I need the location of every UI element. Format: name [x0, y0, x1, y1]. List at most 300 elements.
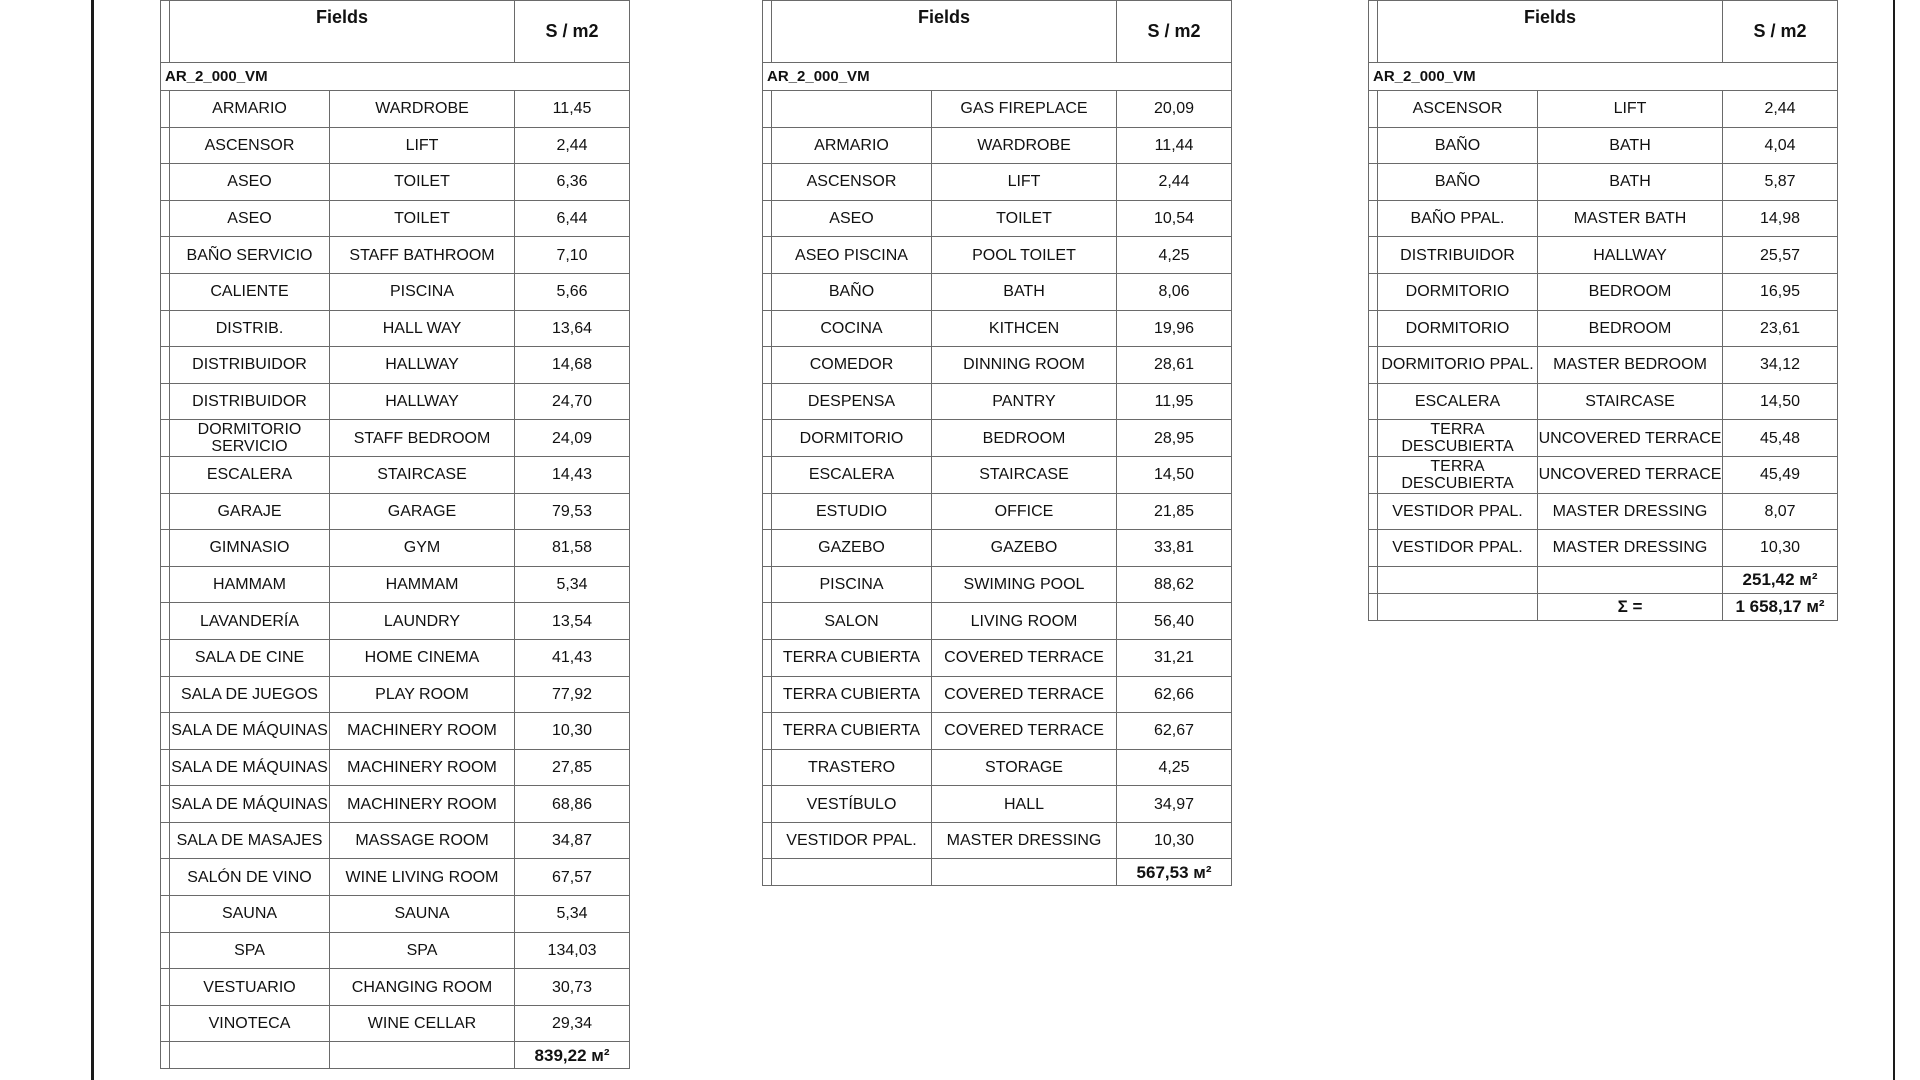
table-row: [161, 91, 630, 128]
room-name-es: DORMITORIO SERVICIO: [170, 420, 330, 457]
room-area: 14,68: [515, 347, 630, 384]
room-area: 2,44: [1723, 91, 1838, 128]
row-gutter: [161, 237, 170, 274]
room-name-en: HAMMAM: [330, 566, 515, 603]
room-area: 33,81: [1117, 530, 1232, 567]
room-name-es: DISTRIBUIDOR: [1378, 237, 1538, 274]
row-gutter: [161, 896, 170, 933]
table-row: [161, 932, 630, 969]
room-name-es: TERRA DESCUBIERTA: [1378, 456, 1538, 493]
table-row: [161, 639, 630, 676]
schedule-code-row: [1369, 63, 1838, 91]
table-row: [1369, 456, 1838, 493]
table-row: [763, 639, 1232, 676]
room-name-en: BATH: [932, 273, 1117, 310]
row-gutter: [161, 932, 170, 969]
room-area: 5,34: [515, 566, 630, 603]
row-gutter: [1369, 310, 1378, 347]
table-row: [763, 493, 1232, 530]
room-name-en: STAFF BEDROOM: [330, 420, 515, 457]
schedule-code: AR_2_000_VM: [161, 63, 630, 91]
table-row: [763, 200, 1232, 237]
room-area: 5,34: [515, 896, 630, 933]
row-gutter: [763, 310, 772, 347]
row-gutter: [161, 310, 170, 347]
row-gutter: [763, 383, 772, 420]
row-gutter: [161, 786, 170, 823]
table-row: [161, 1005, 630, 1042]
table-row: [763, 786, 1232, 823]
room-name-es: BAÑO: [1378, 164, 1538, 201]
header-gutter: [763, 1, 772, 63]
table-row: [161, 310, 630, 347]
room-name-es: SAUNA: [170, 896, 330, 933]
room-area: 10,54: [1117, 200, 1232, 237]
room-name-en: MASSAGE ROOM: [330, 822, 515, 859]
room-area: 134,03: [515, 932, 630, 969]
row-gutter: [161, 566, 170, 603]
row-gutter: [161, 859, 170, 896]
table-row: [161, 200, 630, 237]
room-name-en: COVERED TERRACE: [932, 713, 1117, 750]
room-area-schedule-1: [160, 0, 630, 1069]
room-name-es: HAMMAM: [170, 566, 330, 603]
row-gutter: [763, 273, 772, 310]
room-name-en: BATH: [1538, 164, 1723, 201]
table-row: [763, 237, 1232, 274]
table-row: [1369, 310, 1838, 347]
room-name-en: BEDROOM: [932, 420, 1117, 457]
table-row: [763, 420, 1232, 457]
table-row: [161, 493, 630, 530]
room-name-en: WINE CELLAR: [330, 1005, 515, 1042]
room-name-es: SALA DE MASAJES: [170, 822, 330, 859]
room-name-es: DESPENSA: [772, 383, 932, 420]
room-name-es: TERRA CUBIERTA: [772, 676, 932, 713]
sheet-border-left: [91, 0, 94, 1080]
room-name-en: PANTRY: [932, 383, 1117, 420]
room-area: 45,49: [1723, 456, 1838, 493]
room-name-en: BEDROOM: [1538, 310, 1723, 347]
room-name-es: TERRA DESCUBIERTA: [1378, 420, 1538, 457]
room-area: 14,50: [1117, 456, 1232, 493]
room-area: 14,43: [515, 456, 630, 493]
table-row: [161, 713, 630, 750]
room-name-es: ASEO: [170, 164, 330, 201]
table-row: [1369, 420, 1838, 457]
room-area: 34,12: [1723, 347, 1838, 384]
row-gutter: [1369, 237, 1378, 274]
room-area: 88,62: [1117, 566, 1232, 603]
table-row: [161, 273, 630, 310]
room-name-en: MACHINERY ROOM: [330, 713, 515, 750]
room-area: 62,66: [1117, 676, 1232, 713]
room-area: 2,44: [1117, 164, 1232, 201]
table-row: [161, 786, 630, 823]
row-gutter: [161, 603, 170, 640]
room-name-es: TERRA CUBIERTA: [772, 639, 932, 676]
total-row: [1369, 593, 1838, 620]
table-row: [763, 456, 1232, 493]
total-area: 567,53 м²: [1117, 859, 1232, 886]
fields-header: Fields: [772, 1, 1117, 63]
room-name-en: POOL TOILET: [932, 237, 1117, 274]
room-name-es: ARMARIO: [170, 91, 330, 128]
room-name-en: HALLWAY: [330, 383, 515, 420]
room-name-en: MASTER DRESSING: [932, 822, 1117, 859]
row-gutter: [1369, 91, 1378, 128]
table-row: [161, 347, 630, 384]
room-area-schedule-3: [1368, 0, 1838, 621]
schedule-code-row: [763, 63, 1232, 91]
room-name-es: ESCALERA: [1378, 383, 1538, 420]
total-blank: [772, 859, 932, 886]
schedule-code: AR_2_000_VM: [1369, 63, 1838, 91]
room-name-en: MASTER BATH: [1538, 200, 1723, 237]
row-gutter: [161, 164, 170, 201]
room-area: 13,54: [515, 603, 630, 640]
table-row: [161, 749, 630, 786]
table-row: [763, 347, 1232, 384]
row-gutter: [161, 639, 170, 676]
total-area: 839,22 м²: [515, 1042, 630, 1069]
total-area: 1 658,17 м²: [1723, 593, 1838, 620]
room-name-en: STAIRCASE: [932, 456, 1117, 493]
room-name-en: MASTER DRESSING: [1538, 530, 1723, 567]
room-name-en: LIFT: [1538, 91, 1723, 128]
room-name-en: LIFT: [330, 127, 515, 164]
room-area: 24,70: [515, 383, 630, 420]
room-area: 56,40: [1117, 603, 1232, 640]
room-name-es: VINOTECA: [170, 1005, 330, 1042]
room-name-en: PLAY ROOM: [330, 676, 515, 713]
room-name-es: ASEO PISCINA: [772, 237, 932, 274]
table-row: [161, 859, 630, 896]
room-name-en: WARDROBE: [330, 91, 515, 128]
room-name-en: SWIMING POOL: [932, 566, 1117, 603]
total-label: [330, 1042, 515, 1069]
table-row: [161, 456, 630, 493]
table-row: [1369, 164, 1838, 201]
room-name-en: LIVING ROOM: [932, 603, 1117, 640]
room-name-en: TOILET: [330, 200, 515, 237]
room-area: 11,45: [515, 91, 630, 128]
room-name-es: LAVANDERÍA: [170, 603, 330, 640]
table-row: [763, 164, 1232, 201]
room-name-es: DORMITORIO PPAL.: [1378, 347, 1538, 384]
table-row: [161, 896, 630, 933]
row-gutter: [161, 713, 170, 750]
row-gutter: [763, 237, 772, 274]
room-name-es: SALA DE MÁQUINAS: [170, 786, 330, 823]
room-name-en: MASTER DRESSING: [1538, 493, 1723, 530]
table-row: [763, 566, 1232, 603]
table-row: [763, 273, 1232, 310]
sheet-border-right: [1893, 0, 1895, 1080]
room-name-en: COVERED TERRACE: [932, 639, 1117, 676]
room-name-en: WINE LIVING ROOM: [330, 859, 515, 896]
room-name-es: VESTUARIO: [170, 969, 330, 1006]
table-row: [1369, 127, 1838, 164]
row-gutter: [1369, 383, 1378, 420]
header-gutter: [161, 1, 170, 63]
table-row: [161, 603, 630, 640]
row-gutter: [1369, 347, 1378, 384]
room-name-es: SALA DE MÁQUINAS: [170, 713, 330, 750]
room-name-en: DINNING ROOM: [932, 347, 1117, 384]
room-area: 5,66: [515, 273, 630, 310]
table-row: [161, 530, 630, 567]
room-area: 16,95: [1723, 273, 1838, 310]
room-name-en: STAFF BATHROOM: [330, 237, 515, 274]
schedule-header-row: [1369, 1, 1838, 63]
table-row: [161, 420, 630, 457]
room-area: 31,21: [1117, 639, 1232, 676]
room-name-es: TRASTERO: [772, 749, 932, 786]
room-area: 24,09: [515, 420, 630, 457]
room-name-es: GARAJE: [170, 493, 330, 530]
table-row: [161, 237, 630, 274]
room-area: 28,61: [1117, 347, 1232, 384]
room-name-en: UNCOVERED TERRACE: [1538, 456, 1723, 493]
total-label: [1538, 566, 1723, 593]
total-label: [932, 859, 1117, 886]
room-area: 6,36: [515, 164, 630, 201]
room-name-en: STAIRCASE: [1538, 383, 1723, 420]
room-name-en: GAS FIREPLACE: [932, 91, 1117, 128]
row-gutter: [1369, 127, 1378, 164]
room-name-es: ASEO: [772, 200, 932, 237]
room-area: 10,30: [1117, 822, 1232, 859]
room-name-es: ASEO: [170, 200, 330, 237]
room-name-en: STAIRCASE: [330, 456, 515, 493]
schedule-code: AR_2_000_VM: [763, 63, 1232, 91]
table-row: [1369, 530, 1838, 567]
room-name-es: ESCALERA: [170, 456, 330, 493]
total-row: [161, 1042, 630, 1069]
row-gutter: [161, 347, 170, 384]
row-gutter: [763, 603, 772, 640]
schedule-code-row: [161, 63, 630, 91]
row-gutter: [161, 273, 170, 310]
total-blank: [1378, 593, 1538, 620]
header-gutter: [1369, 1, 1378, 63]
room-name-es: ESCALERA: [772, 456, 932, 493]
room-name-en: TOILET: [330, 164, 515, 201]
total-blank: [1378, 566, 1538, 593]
table-row: [161, 383, 630, 420]
schedule-header-row: [763, 1, 1232, 63]
row-gutter: [161, 530, 170, 567]
table-row: [1369, 237, 1838, 274]
room-name-es: TERRA CUBIERTA: [772, 713, 932, 750]
row-gutter: [1369, 200, 1378, 237]
row-gutter: [1369, 420, 1378, 457]
row-gutter: [763, 786, 772, 823]
room-name-en: STORAGE: [932, 749, 1117, 786]
room-name-en: KITHCEN: [932, 310, 1117, 347]
row-gutter: [1369, 164, 1378, 201]
room-name-en: PISCINA: [330, 273, 515, 310]
table-row: [1369, 383, 1838, 420]
row-gutter: [763, 127, 772, 164]
room-name-es: ASCENSOR: [772, 164, 932, 201]
total-gutter: [161, 1042, 170, 1069]
area-unit-header: S / m2: [515, 1, 630, 63]
room-area: 7,10: [515, 237, 630, 274]
room-name-es: COCINA: [772, 310, 932, 347]
room-name-en: HALL: [932, 786, 1117, 823]
room-name-es: SALON: [772, 603, 932, 640]
row-gutter: [161, 420, 170, 457]
table-row: [161, 676, 630, 713]
row-gutter: [161, 969, 170, 1006]
room-area: 23,61: [1723, 310, 1838, 347]
row-gutter: [763, 822, 772, 859]
room-area: 67,57: [515, 859, 630, 896]
row-gutter: [763, 749, 772, 786]
row-gutter: [763, 91, 772, 128]
row-gutter: [161, 1005, 170, 1042]
room-name-en: BEDROOM: [1538, 273, 1723, 310]
row-gutter: [1369, 493, 1378, 530]
total-row: [763, 859, 1232, 886]
room-name-en: COVERED TERRACE: [932, 676, 1117, 713]
room-area: 8,06: [1117, 273, 1232, 310]
row-gutter: [161, 91, 170, 128]
room-name-en: HALL WAY: [330, 310, 515, 347]
row-gutter: [1369, 456, 1378, 493]
room-name-en: OFFICE: [932, 493, 1117, 530]
room-name-en: TOILET: [932, 200, 1117, 237]
room-area: 11,44: [1117, 127, 1232, 164]
total-gutter: [1369, 566, 1378, 593]
room-name-es: DISTRIBUIDOR: [170, 383, 330, 420]
room-area: 11,95: [1117, 383, 1232, 420]
room-area: 6,44: [515, 200, 630, 237]
row-gutter: [763, 347, 772, 384]
room-area: 34,87: [515, 822, 630, 859]
room-name-es: BAÑO PPAL.: [1378, 200, 1538, 237]
table-row: [161, 822, 630, 859]
room-area: 20,09: [1117, 91, 1232, 128]
room-name-en: HALLWAY: [1538, 237, 1723, 274]
row-gutter: [763, 530, 772, 567]
row-gutter: [763, 164, 772, 201]
row-gutter: [763, 456, 772, 493]
table-row: [1369, 273, 1838, 310]
row-gutter: [161, 676, 170, 713]
table-row: [161, 127, 630, 164]
room-name-en: GAZEBO: [932, 530, 1117, 567]
table-row: [763, 127, 1232, 164]
room-name-es: GIMNASIO: [170, 530, 330, 567]
total-row: [1369, 566, 1838, 593]
room-area: 21,85: [1117, 493, 1232, 530]
row-gutter: [763, 493, 772, 530]
room-name-es: BAÑO SERVICIO: [170, 237, 330, 274]
room-name-en: MACHINERY ROOM: [330, 749, 515, 786]
room-area: 45,48: [1723, 420, 1838, 457]
room-name-en: MASTER BEDROOM: [1538, 347, 1723, 384]
room-name-es: PISCINA: [772, 566, 932, 603]
room-name-es: DORMITORIO: [1378, 273, 1538, 310]
room-name-es: [772, 91, 932, 128]
fields-header: Fields: [170, 1, 515, 63]
room-area: 68,86: [515, 786, 630, 823]
room-area: 14,98: [1723, 200, 1838, 237]
total-area: 251,42 м²: [1723, 566, 1838, 593]
row-gutter: [763, 639, 772, 676]
schedule-header-row: [161, 1, 630, 63]
room-name-en: CHANGING ROOM: [330, 969, 515, 1006]
table-row: [1369, 200, 1838, 237]
room-area: 14,50: [1723, 383, 1838, 420]
room-name-es: CALIENTE: [170, 273, 330, 310]
room-area: 4,25: [1117, 237, 1232, 274]
room-name-es: COMEDOR: [772, 347, 932, 384]
row-gutter: [161, 200, 170, 237]
room-area: 4,04: [1723, 127, 1838, 164]
table-row: [763, 383, 1232, 420]
row-gutter: [161, 822, 170, 859]
room-name-en: LIFT: [932, 164, 1117, 201]
room-area: 5,87: [1723, 164, 1838, 201]
room-name-en: SPA: [330, 932, 515, 969]
room-name-es: ASCENSOR: [1378, 91, 1538, 128]
table-row: [763, 749, 1232, 786]
room-name-en: LAUNDRY: [330, 603, 515, 640]
table-row: [1369, 493, 1838, 530]
area-unit-header: S / m2: [1723, 1, 1838, 63]
room-name-es: VESTIDOR PPAL.: [1378, 530, 1538, 567]
room-area: 25,57: [1723, 237, 1838, 274]
room-area: 27,85: [515, 749, 630, 786]
row-gutter: [1369, 530, 1378, 567]
fields-header: Fields: [1378, 1, 1723, 63]
room-name-es: ESTUDIO: [772, 493, 932, 530]
total-gutter: [1369, 593, 1378, 620]
row-gutter: [161, 383, 170, 420]
table-row: [763, 676, 1232, 713]
room-area: 41,43: [515, 639, 630, 676]
room-name-en: HOME CINEMA: [330, 639, 515, 676]
total-blank: [170, 1042, 330, 1069]
table-row: [161, 164, 630, 201]
room-name-es: ASCENSOR: [170, 127, 330, 164]
row-gutter: [763, 200, 772, 237]
room-area: 4,25: [1117, 749, 1232, 786]
table-row: [763, 310, 1232, 347]
room-area-schedule-2: [762, 0, 1232, 886]
room-area: 79,53: [515, 493, 630, 530]
room-area: 10,30: [515, 713, 630, 750]
room-area: 19,96: [1117, 310, 1232, 347]
room-name-en: HALLWAY: [330, 347, 515, 384]
room-name-en: SAUNA: [330, 896, 515, 933]
room-area: 77,92: [515, 676, 630, 713]
room-name-es: SALA DE JUEGOS: [170, 676, 330, 713]
room-area: 62,67: [1117, 713, 1232, 750]
table-row: [763, 91, 1232, 128]
room-name-es: DISTRIBUIDOR: [170, 347, 330, 384]
room-name-en: BATH: [1538, 127, 1723, 164]
total-label: Σ =: [1538, 593, 1723, 620]
row-gutter: [1369, 273, 1378, 310]
row-gutter: [161, 749, 170, 786]
row-gutter: [763, 713, 772, 750]
room-name-es: DORMITORIO: [1378, 310, 1538, 347]
